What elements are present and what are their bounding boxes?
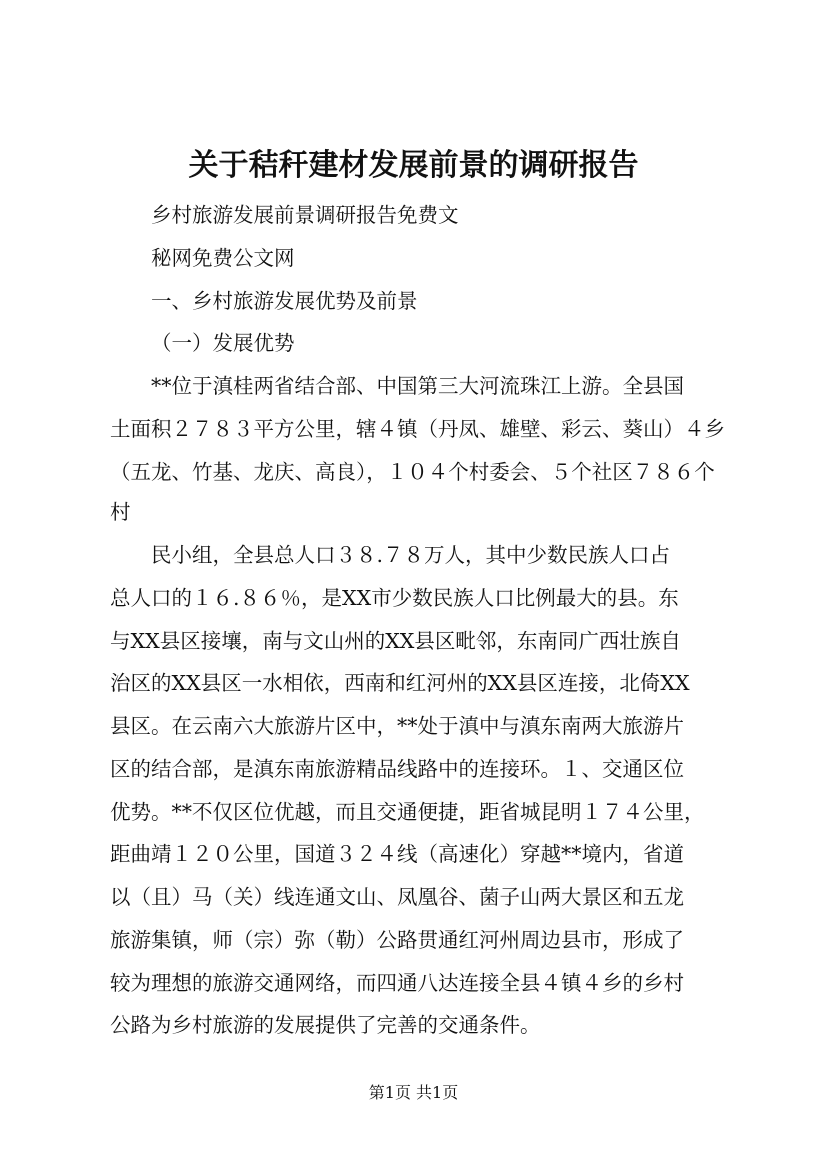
paragraph-line: **位于滇桂两省结合部、中国第三大河流珠江上游。全县国 [151,374,684,398]
document-title: 关于秸秆建材发展前景的调研报告 [188,148,639,183]
paragraph-line: 公路为乡村旅游的发展提供了完善的交通条件。 [110,1013,541,1037]
paragraph-line: 民小组，全县总人口３８.７８万人，其中少数民族人口占 [151,543,671,567]
paragraph-line: 乡村旅游发展前景调研报告免费文 [151,203,459,227]
paragraph-line: 村 [110,500,131,524]
paragraph-line: 县区。在云南六大旅游片区中，**处于滇中与滇东南两大旅游片 [110,714,684,738]
paragraph-line: 距曲靖１２０公里，国道３２４线（高速化）穿越**境内，省道 [110,842,684,866]
paragraph-line: 旅游集镇，师（宗）弥（勒）公路贯通红河州周边县市，形成了 [110,928,684,952]
paragraph-line: （五龙、竹基、龙庆、高良），１０４个村委会、５个社区７８６个 [110,460,715,484]
page-number: 第1页 共1页 [368,1083,459,1102]
paragraph-line: 总人口的１６.８６％，是XX市少数民族人口比例最大的县。东 [110,586,679,610]
paragraph-line: 较为理想的旅游交通网络，而四通八达连接全县４镇４乡的乡村 [110,971,684,995]
paragraph-line: 秘网免费公文网 [151,246,295,270]
paragraph-line: 以（且）马（关）线连通文山、凤凰谷、菌子山两大景区和五龙 [110,885,684,909]
paragraph-line: 土面积２７８３平方公里，辖４镇（丹凤、雄壁、彩云、葵山）４乡 [110,417,725,441]
subsection-heading: （一）发展优势 [151,331,295,355]
section-heading: 一、乡村旅游发展优势及前景 [151,289,418,313]
paragraph-line: 区的结合部，是滇东南旅游精品线路中的连接环。１、交通区位 [110,757,684,781]
paragraph-line: 与XX县区接壤，南与文山州的XX县区毗邻，东南同广西壮族自 [110,629,681,653]
paragraph-line: 治区的XX县区一水相依，西南和红河州的XX县区连接，北倚XX [110,671,690,695]
paragraph-line: 优势。**不仅区位优越，而且交通便捷，距省城昆明１７４公里， [110,800,705,824]
